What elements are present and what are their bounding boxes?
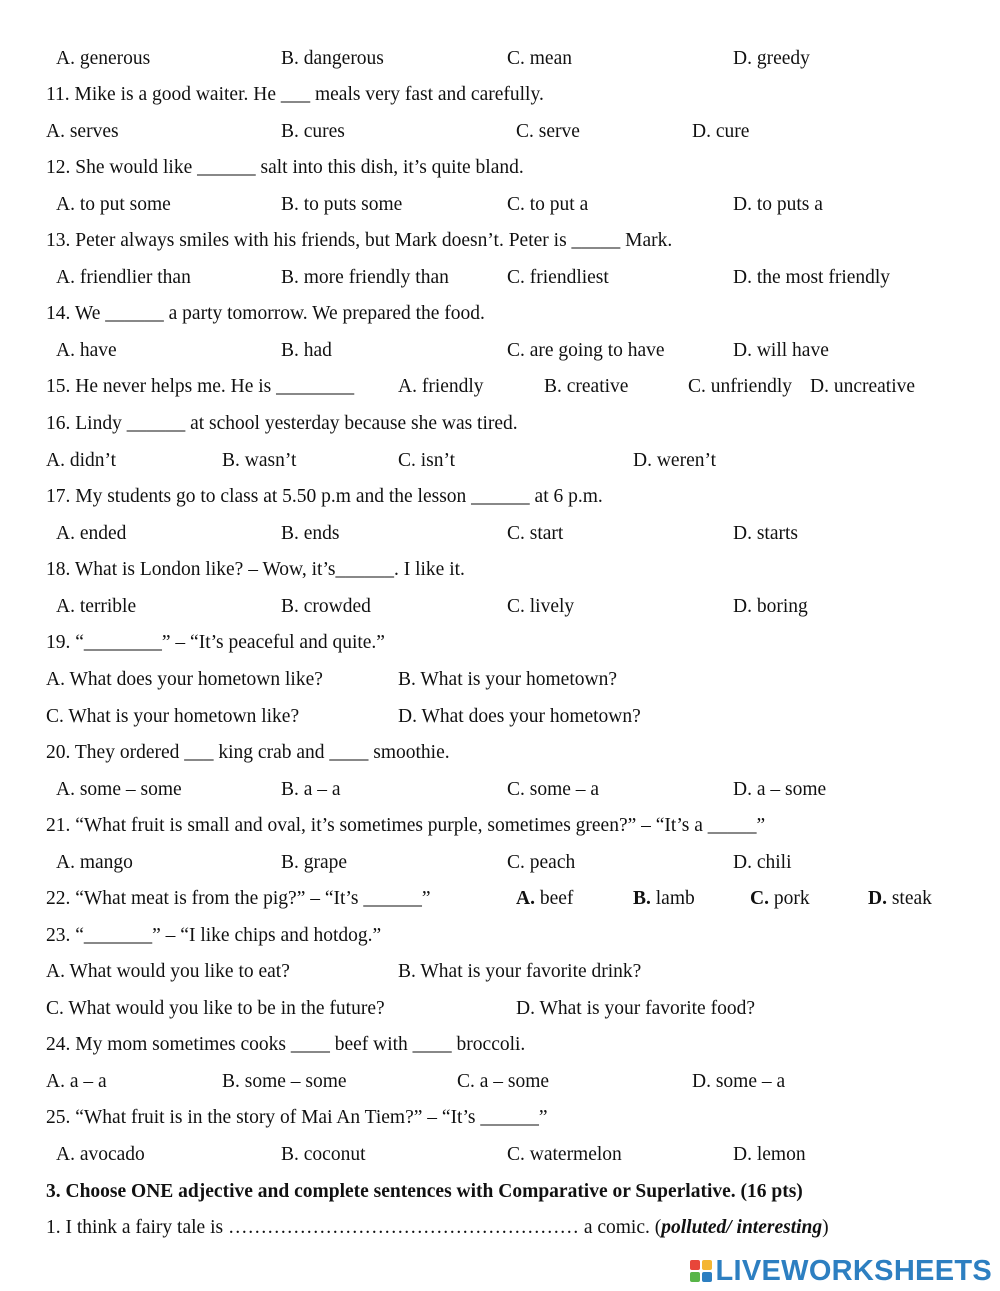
option-a[interactable]: A. friendly bbox=[398, 376, 484, 397]
option-d[interactable]: D. uncreative bbox=[810, 376, 916, 397]
option-c[interactable]: C. unfriendly bbox=[688, 376, 792, 397]
option-b[interactable]: B. grape bbox=[281, 852, 348, 873]
option-b[interactable]: B. a – a bbox=[281, 779, 341, 800]
option-letter: C. bbox=[750, 888, 769, 909]
question-text: 12. She would like ______ salt into this dish, it’s quite bland. bbox=[46, 157, 524, 178]
option-a[interactable]: A. serves bbox=[46, 121, 119, 142]
sentence-item bbox=[46, 1216, 829, 1240]
question-text: 25. “What fruit is in the story of Mai An Tiem?” – “It’s ______” bbox=[46, 1107, 548, 1128]
option-b[interactable]: B. crowded bbox=[281, 596, 371, 617]
option-a[interactable]: A. mango bbox=[56, 852, 133, 873]
option-b[interactable]: B. cures bbox=[281, 121, 345, 142]
option-b[interactable] bbox=[633, 887, 695, 911]
option-a[interactable]: A. ended bbox=[56, 523, 127, 544]
question-text: 24. My mom sometimes cooks ____ beef with ____ broccoli. bbox=[46, 1034, 526, 1055]
option-b[interactable]: B. What is your hometown? bbox=[398, 669, 617, 690]
question-text: 19. “________” – “It’s peaceful and quite.” bbox=[46, 632, 385, 653]
option-c[interactable]: C. serve bbox=[516, 121, 580, 142]
option-d[interactable]: D. lemon bbox=[733, 1144, 806, 1165]
option-c[interactable]: C. What would you like to be in the future? bbox=[46, 998, 385, 1019]
option-d[interactable]: D. cure bbox=[692, 121, 750, 142]
question-text: 18. What is London like? – Wow, it’s______. I like it. bbox=[46, 559, 465, 580]
option-text: steak bbox=[891, 888, 932, 909]
option-c[interactable]: C. What is your hometown like? bbox=[46, 706, 300, 727]
option-c[interactable]: C. to put a bbox=[507, 194, 589, 215]
liveworksheets-logo-icon bbox=[690, 1260, 712, 1282]
option-a[interactable]: A. avocado bbox=[56, 1144, 145, 1165]
option-letter: B. bbox=[633, 888, 651, 909]
option-d[interactable]: D. boring bbox=[733, 596, 808, 617]
sentence-end: ) bbox=[822, 1217, 829, 1238]
option-d[interactable]: D. starts bbox=[733, 523, 798, 544]
question-text: 14. We ______ a party tomorrow. We prepared the food. bbox=[46, 303, 485, 324]
option-b[interactable]: B. more friendly than bbox=[281, 267, 449, 288]
option-c[interactable]: C. are going to have bbox=[507, 340, 665, 361]
adjective-hint: polluted/ interesting bbox=[661, 1217, 823, 1238]
question-text: 23. “_______” – “I like chips and hotdog.” bbox=[46, 925, 382, 946]
option-b[interactable]: B. What is your favorite drink? bbox=[398, 961, 642, 982]
option-c[interactable]: C. friendliest bbox=[507, 267, 609, 288]
option-text: lamb bbox=[655, 888, 695, 909]
option-b[interactable]: B. dangerous bbox=[281, 48, 384, 69]
option-c[interactable] bbox=[750, 887, 810, 911]
option-a[interactable]: A. friendlier than bbox=[56, 267, 191, 288]
option-c[interactable]: C. mean bbox=[507, 48, 572, 69]
option-b[interactable]: B. to puts some bbox=[281, 194, 403, 215]
option-b[interactable]: B. creative bbox=[544, 376, 629, 397]
option-d[interactable]: D. greedy bbox=[733, 48, 810, 69]
option-d[interactable]: D. will have bbox=[733, 340, 829, 361]
option-letter: D. bbox=[868, 888, 887, 909]
option-b[interactable]: B. some – some bbox=[222, 1071, 347, 1092]
option-a[interactable]: A. a – a bbox=[46, 1071, 107, 1092]
option-d[interactable]: D. some – a bbox=[692, 1071, 786, 1092]
option-b[interactable]: B. ends bbox=[281, 523, 340, 544]
option-b[interactable]: B. wasn’t bbox=[222, 450, 297, 471]
option-d[interactable]: D. the most friendly bbox=[733, 267, 891, 288]
option-a[interactable] bbox=[516, 887, 573, 911]
option-b[interactable]: B. coconut bbox=[281, 1144, 366, 1165]
question-text: 11. Mike is a good waiter. He ___ meals very fast and carefully. bbox=[46, 84, 544, 105]
option-letter: A. bbox=[516, 888, 535, 909]
question-text: 20. They ordered ___ king crab and ____ smoothie. bbox=[46, 742, 450, 763]
option-d[interactable]: D. What does your hometown? bbox=[398, 706, 641, 727]
question-text: 17. My students go to class at 5.50 p.m and the lesson ______ at 6 p.m. bbox=[46, 486, 603, 507]
sentence-text: 1. I think a fairy tale is ……………………………………………… a comic. ( bbox=[46, 1217, 662, 1238]
question-text: 22. “What meat is from the pig?” – “It’s ______” bbox=[46, 888, 431, 909]
question-text: 15. He never helps me. He is ________ bbox=[46, 376, 355, 397]
option-a[interactable]: A. didn’t bbox=[46, 450, 117, 471]
option-text: pork bbox=[773, 888, 810, 909]
question-text: 21. “What fruit is small and oval, it’s sometimes purple, sometimes green?” – “It’s a _____” bbox=[46, 815, 766, 836]
option-d[interactable] bbox=[868, 887, 932, 911]
option-d[interactable]: D. to puts a bbox=[733, 194, 823, 215]
option-c[interactable]: C. lively bbox=[507, 596, 575, 617]
option-c[interactable]: C. a – some bbox=[457, 1071, 550, 1092]
option-a[interactable]: A. What would you like to eat? bbox=[46, 961, 290, 982]
option-c[interactable]: C. isn’t bbox=[398, 450, 456, 471]
option-text: beef bbox=[539, 888, 574, 909]
option-d[interactable]: D. a – some bbox=[733, 779, 827, 800]
question-text: 16. Lindy ______ at school yesterday because she was tired. bbox=[46, 413, 518, 434]
option-a[interactable]: A. some – some bbox=[56, 779, 182, 800]
option-b[interactable]: B. had bbox=[281, 340, 332, 361]
option-d[interactable]: D. weren’t bbox=[633, 450, 717, 471]
option-d[interactable]: D. What is your favorite food? bbox=[516, 998, 755, 1019]
option-d[interactable]: D. chili bbox=[733, 852, 792, 873]
option-c[interactable]: C. start bbox=[507, 523, 564, 544]
question-text: 13. Peter always smiles with his friends, but Mark doesn’t. Peter is _____ Mark. bbox=[46, 230, 673, 251]
option-a[interactable]: A. terrible bbox=[56, 596, 137, 617]
option-c[interactable]: C. peach bbox=[507, 852, 576, 873]
liveworksheets-logo[interactable] bbox=[690, 1254, 993, 1288]
section-heading: 3. Choose ONE adjective and complete sentences with Comparative or Superlative. (16 pts) bbox=[46, 1181, 803, 1202]
brand-name: LIVEWORKSHEETS bbox=[715, 1254, 992, 1287]
option-a[interactable]: A. generous bbox=[56, 48, 151, 69]
option-c[interactable]: C. some – a bbox=[507, 779, 600, 800]
option-a[interactable]: A. have bbox=[56, 340, 117, 361]
option-a[interactable]: A. to put some bbox=[56, 194, 171, 215]
option-c[interactable]: C. watermelon bbox=[507, 1144, 622, 1165]
option-a[interactable]: A. What does your hometown like? bbox=[46, 669, 323, 690]
